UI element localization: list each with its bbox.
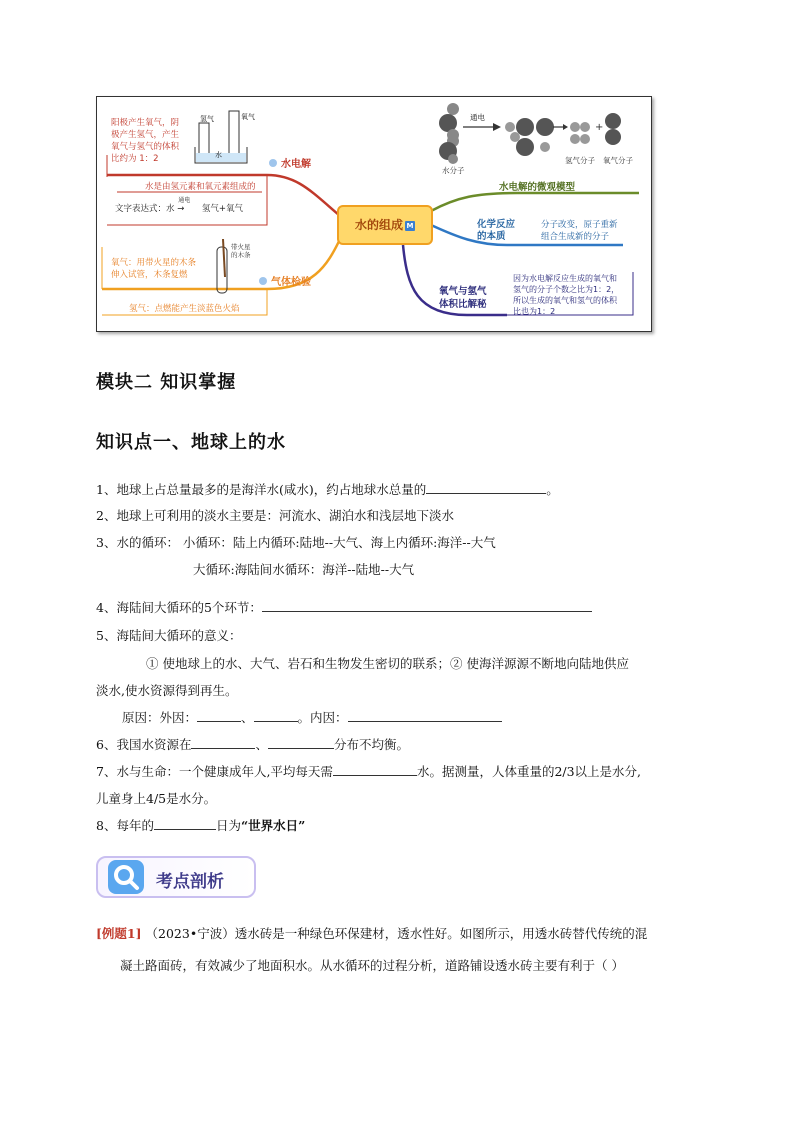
- item-4: [96, 598, 592, 616]
- separator: 、: [255, 737, 268, 752]
- example-tag: [例题1]: [96, 926, 142, 941]
- ratio-title-2: 体积比解秘: [439, 299, 487, 310]
- plus-sign: +: [595, 122, 604, 133]
- center-node: [337, 205, 433, 245]
- electrolysis-note-2: 极产生氢气，产生: [111, 130, 180, 140]
- magnifier-icon: [108, 860, 148, 896]
- item-6-end: 分布不均衡。: [333, 737, 409, 752]
- answer-blank[interactable]: [154, 818, 216, 830]
- stick-label-1: 带火星: [231, 243, 251, 251]
- item-5-causes: [122, 708, 502, 726]
- water-molecule-label: 水分子: [442, 166, 465, 175]
- electrolysis-note-3: 氧气与氢气的体积: [111, 142, 180, 152]
- essence-note-1: 分子改变，原子重新: [541, 220, 618, 230]
- item-4-text: 4、海陆间大循环的5个环节：: [96, 600, 262, 615]
- answer-blank[interactable]: [348, 710, 502, 722]
- item-5: 5、海陆间大循环的意义：: [96, 628, 242, 643]
- essence-note-2: 组合生成新的分子: [541, 232, 610, 242]
- item-1-end: 。: [546, 482, 559, 497]
- equation-prefix: 文字表达式：水: [115, 204, 175, 214]
- micro-arrow-label: 通电: [470, 113, 485, 122]
- item-7: [96, 762, 641, 780]
- composition-note: 水是由氢元素和氧元素组成的: [145, 182, 256, 192]
- answer-blank[interactable]: [268, 737, 334, 749]
- separator: 、: [241, 710, 254, 725]
- mind-map-figure: [96, 96, 652, 332]
- item-7-cont: 儿童身上4/5是水分。: [96, 791, 217, 806]
- module-heading: 模块二 知识掌握: [96, 372, 237, 393]
- branch-gas-test-title: 气体检验: [271, 277, 311, 288]
- item-3-small-cycle: 3、水的循环： 小循环：陆上内循环:陆地--大气、海上内循环:海洋--大气: [96, 535, 496, 550]
- banner-label: 考点剖析: [156, 872, 224, 892]
- item-5-meaning-cont: 淡水,使水资源得到再生。: [96, 683, 238, 698]
- item-7-text: 7、水与生命：一个健康成年人,平均每天需: [96, 764, 333, 779]
- oxygen-test-2: 伸入试管，木条复燃: [111, 270, 188, 280]
- essence-title-2: 的本质: [477, 231, 506, 242]
- center-title: 水的组成: [354, 218, 403, 232]
- branch-micro-title: 水电解的微观模型: [499, 182, 576, 193]
- internal-cause-label: 。内因：: [297, 710, 348, 725]
- branch-dot: [259, 277, 267, 285]
- item-6-text: 6、我国水资源在: [96, 737, 192, 752]
- item-3-big-cycle: 大循环:海陆间水循环：海洋--陆地--大气: [193, 562, 415, 577]
- ratio-note-4: 比也为1：2: [513, 307, 556, 316]
- branch-dot: [269, 159, 277, 167]
- answer-blank[interactable]: [426, 482, 546, 494]
- causes-label: 原因：外因：: [122, 710, 198, 725]
- word-equation: [115, 197, 244, 215]
- ratio-note-2: 氢气的分子个数之比为1：2，: [513, 285, 620, 294]
- stick-label-2: 的木条: [231, 251, 251, 259]
- equation-arrow: 通电 →: [177, 197, 191, 214]
- essence-title-1: 化学反应: [477, 219, 516, 230]
- ratio-title-1: 氧气与氢气: [439, 286, 487, 297]
- item-8-text: 8、每年的: [96, 818, 154, 833]
- example-line-2: 凝土路面砖，有效减少了地面积水。从水循环的过程分析，道路铺设透水砖主要有利于（ ）: [120, 958, 624, 973]
- equation-products: 氢气+氧气: [201, 204, 244, 214]
- example-1: [96, 924, 647, 942]
- item-1: [96, 480, 559, 498]
- mindmap-badge-icon: M: [406, 221, 414, 230]
- knowledge-point-heading: 知识点一、地球上的水: [96, 432, 286, 453]
- equation-condition: 通电: [178, 197, 191, 204]
- answer-blank[interactable]: [191, 737, 255, 749]
- electrolysis-note-4: 比约为 1：2: [111, 154, 159, 164]
- left-gas-label: 氢气: [200, 115, 214, 123]
- exam-analysis-banner: [96, 852, 256, 902]
- item-6: [96, 735, 409, 753]
- item-2: 2、地球上可利用的淡水主要是：河流水、湖泊水和浅层地下淡水: [96, 508, 454, 523]
- item-5-meaning: ① 使地球上的水、大气、岩石和生物发生密切的联系；② 使海洋源源不断地向陆地供应: [146, 656, 629, 671]
- example-line-1: （2023•宁波）透水砖是一种绿色环保建材，透水性好。如图所示，用透水砖替代传统的混: [145, 926, 648, 941]
- item-8-mid: 日为: [215, 818, 241, 833]
- ratio-note-3: 所以生成的氧气和氢气的体积: [513, 296, 617, 305]
- item-8: [96, 816, 305, 834]
- oxygen-test-1: 氧气：用带火星的木条: [111, 258, 197, 268]
- answer-blank[interactable]: [254, 710, 298, 722]
- hydrogen-molecule-label: 氢气分子: [565, 156, 595, 165]
- right-gas-label: 氧气: [241, 113, 255, 121]
- branch-electrolysis-title: 水电解: [281, 159, 311, 170]
- electrolysis-note-1: 阳极产生氧气，阴: [111, 118, 180, 128]
- answer-blank[interactable]: [262, 600, 592, 612]
- water-label: 水: [215, 151, 222, 159]
- world-water-day: “世界水日”: [240, 818, 306, 833]
- item-7-text-cont: 水。据测量，人体重量的2/3以上是水分,: [416, 764, 642, 779]
- ratio-note-1: 因为水电解反应生成的氧气和: [513, 274, 617, 283]
- hydrogen-test: 氢气：点燃能产生淡蓝色火焰: [129, 304, 240, 314]
- item-1-text: 1、地球上占总量最多的是海洋水(咸水)，约占地球水总量的: [96, 482, 427, 497]
- oxygen-molecule-label: 氧气分子: [603, 156, 633, 165]
- answer-blank[interactable]: [197, 710, 241, 722]
- answer-blank[interactable]: [333, 764, 417, 776]
